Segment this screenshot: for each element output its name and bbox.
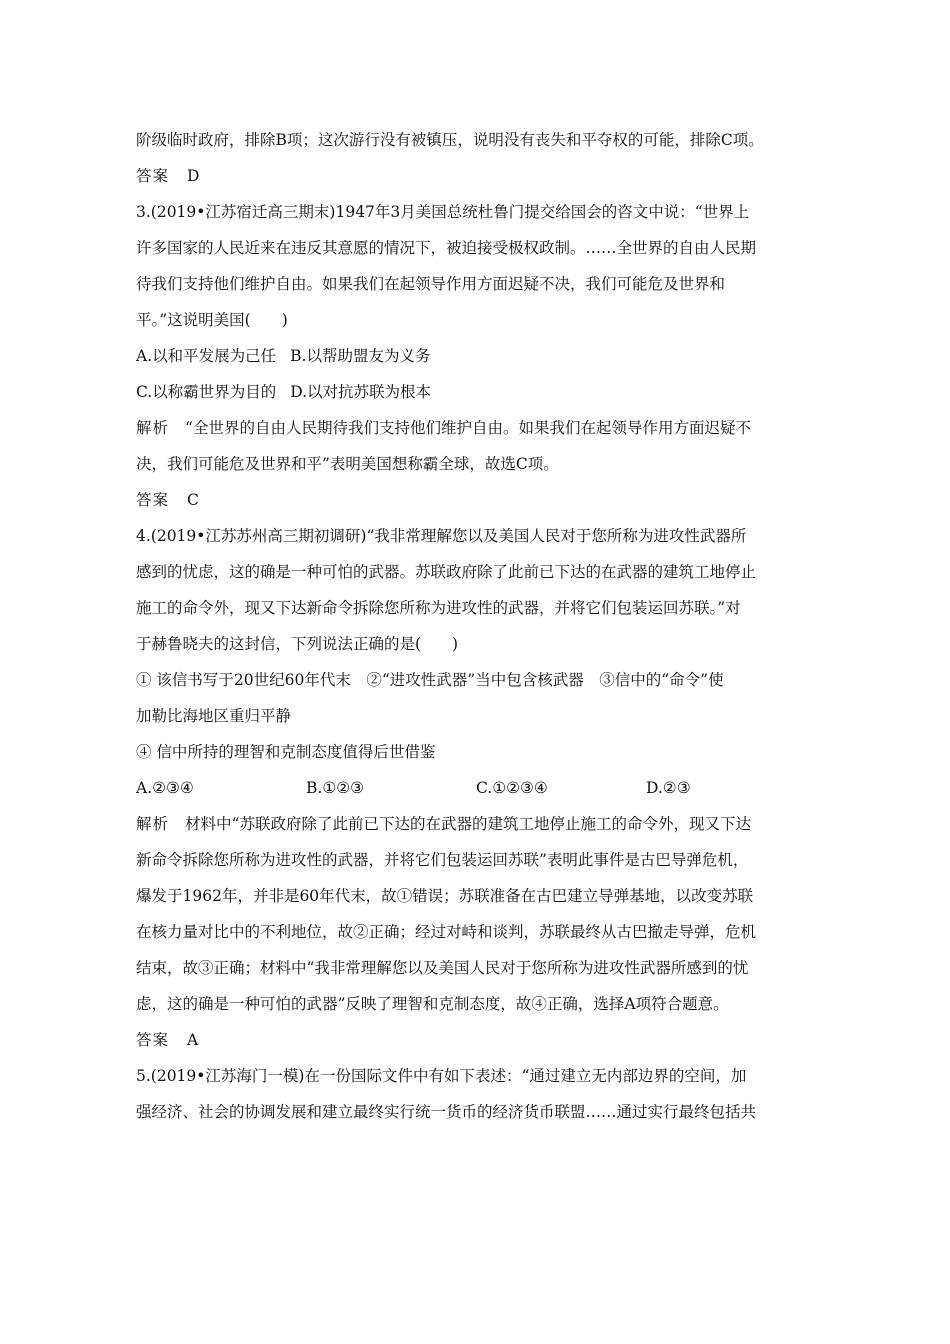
q3-stem-line: 许多国家的人民近来在违反其意愿的情况下，被迫接受极权政制。……全世界的自由人民期 xyxy=(136,239,757,257)
answer-value: D xyxy=(187,167,200,185)
answer-label: 答案 xyxy=(136,1031,170,1049)
analysis-label: 解析 xyxy=(136,419,170,437)
q3-stem-line: 平。”这说明美国( ) xyxy=(136,311,288,329)
answer-value: A xyxy=(187,1031,199,1049)
analysis-label: 解析 xyxy=(136,815,170,833)
analysis-text: 材料中“苏联政府除了此前已下达的在武器的建筑工地停止施工的命令外，现又下达 xyxy=(185,815,751,833)
q3-analysis-line xyxy=(136,410,816,446)
q3-analysis-line: 决，我们可能危及世界和平”表明美国想称霸全球，故选C项。 xyxy=(136,455,559,473)
q3-option-c: C.以称霸世界为目的 xyxy=(136,383,277,401)
answer-label: 答案 xyxy=(136,167,170,185)
q3-option-a: A.以和平发展为己任 xyxy=(136,347,277,365)
q4-answer xyxy=(136,1022,816,1058)
q4-stem-line: 于赫鲁晓夫的这封信，下列说法正确的是( ) xyxy=(136,635,459,653)
answer-value: C xyxy=(187,491,199,509)
q3-answer xyxy=(136,482,816,518)
q3-stem-line: 3.(2019•江苏宿迁高三期末)1947年3月美国总统杜鲁门提交给国会的咨文中说：“世界上 xyxy=(136,203,750,221)
q4-stem-line: 4.(2019•江苏苏州高三期初调研)“我非常理解您以及美国人民对于您所称为进攻性武器所 xyxy=(136,527,747,545)
q3-option-d: D.以对抗苏联为根本 xyxy=(290,383,432,401)
q3-option-b: B.以帮助盟友为义务 xyxy=(290,347,431,365)
q3-stem-line: 待我们支持他们维护自由。如果我们在起领导作用方面迟疑不决，我们可能危及世界和 xyxy=(136,275,726,293)
answer-label: 答案 xyxy=(136,491,170,509)
q4-statement-line: ④ 信中所持的理智和克制态度值得后世借鉴 xyxy=(136,743,436,761)
q4-stem-line: 感到的忧虑，这的确是一种可怕的武器。苏联政府除了此前已下达的在武器的建筑工地停止 xyxy=(136,563,757,581)
q2-analysis-tail: 阶级临时政府，排除B项；这次游行没有被镇压，说明没有丧失和平夺权的可能，排除C项。 xyxy=(136,131,764,149)
q4-analysis-line: 结束，故③正确；材料中“我非常理解您以及美国人民对于您所称为进攻性武器所感到的忧 xyxy=(136,959,749,977)
q4-analysis-line: 爆发于1962年，并非是60年代末，故①错误；苏联准备在古巴建立导弹基地，以改变苏联 xyxy=(136,887,754,905)
analysis-text: “全世界的自由人民期待我们支持他们维护自由。如果我们在起领导作用方面迟疑不 xyxy=(185,419,751,437)
q4-option-d: D.②③ xyxy=(646,779,691,797)
q5-stem-line: 5.(2019•江苏海门一模)在一份国际文件中有如下表述：“通过建立无内部边界的空间，加 xyxy=(136,1067,747,1085)
q4-analysis-line: 虑，这的确是一种可怕的武器”反映了理智和克制态度，故④正确，选择A项符合题意。 xyxy=(136,995,729,1013)
q4-stem-line: 施工的命令外，现又下达新命令拆除您所称为进攻性的武器，并将它们包装运回苏联。”对 xyxy=(136,599,741,617)
q4-option-b: B.①②③ xyxy=(306,779,365,797)
q2-answer xyxy=(136,158,816,194)
q4-statement-line: ① 该信书写于20世纪60年代末 ②“进攻性武器”当中包含核武器 ③信中的“命令”使 xyxy=(136,671,724,689)
q4-statement-line: 加勒比海地区重归平静 xyxy=(136,707,292,725)
q4-analysis-line xyxy=(136,806,816,842)
q4-option-c: C.①②③④ xyxy=(476,779,548,797)
q4-analysis-line: 在核力量对比中的不利地位，故②正确；经过对峙和谈判，苏联最终从古巴撤走导弹，危机 xyxy=(136,923,757,941)
q4-option-a: A.②③④ xyxy=(136,779,194,797)
q3-options-row xyxy=(136,374,816,410)
q5-stem-line: 强经济、社会的协调发展和建立最终实行统一货币的经济货币联盟……通过实行最终包括共 xyxy=(136,1103,757,1121)
q4-analysis-line: 新命令拆除您所称为进攻性的武器，并将它们包装运回苏联”表明此事件是古巴导弹危机， xyxy=(136,851,749,869)
q3-options-row xyxy=(136,338,816,374)
q4-options-row xyxy=(136,770,816,806)
document-page xyxy=(136,122,816,1130)
